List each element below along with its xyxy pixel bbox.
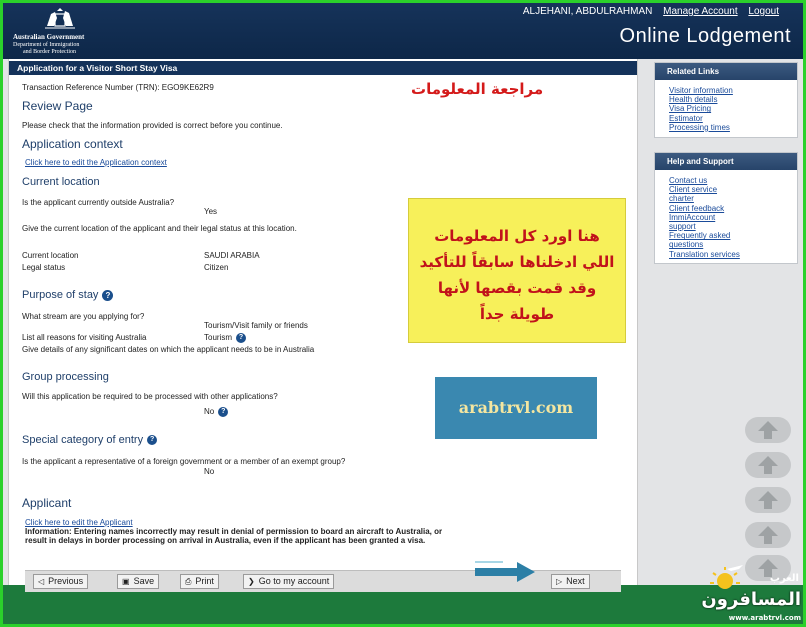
related-links-title: Related Links [655, 63, 797, 80]
related-link-processing-times[interactable]: Processing times [669, 122, 730, 132]
crest-line-1: Australian Government [13, 33, 85, 41]
site-logo [693, 561, 803, 624]
help-link-client-feedback[interactable]: Client feedback [669, 203, 725, 213]
answer-group [204, 407, 228, 417]
edit-application-context-link[interactable]: Click here to edit the Application context [25, 158, 167, 167]
question-stream: What stream are you applying for? [22, 312, 145, 321]
app-title: Online Lodgement [619, 25, 791, 47]
go-to-account-button[interactable] [243, 574, 334, 589]
help-link-translation-services[interactable]: Translation services [669, 249, 740, 259]
help-icon[interactable]: ? [102, 290, 113, 301]
logo-top-text: العرب [769, 573, 799, 584]
site-header [3, 3, 803, 59]
question-outside-australia: Is the applicant currently outside Australia? [22, 198, 175, 207]
note-line-4: طويلة جداً [479, 305, 555, 323]
trn-label: Transaction Reference Number (TRN): EGO9KE62R9 [22, 83, 214, 92]
instructions: Please check that the information provided is correct before you continue. [22, 121, 283, 130]
manage-account-link[interactable]: Manage Account [663, 6, 738, 17]
help-link-charter[interactable]: charter [669, 194, 694, 204]
user-name: ALJEHANI, ABDULRAHMAN [522, 6, 653, 17]
government-crest [13, 8, 123, 56]
scroll-up-icon[interactable] [745, 487, 791, 513]
help-icon[interactable]: ? [236, 333, 246, 343]
save-button[interactable] [117, 574, 159, 589]
scroll-up-icon[interactable] [745, 522, 791, 548]
section-group-processing: Group processing [22, 371, 109, 383]
information-line-1: Information: Entering names incorrectly may result in denial of permission to board an aircraft to Australia, or [25, 527, 443, 536]
section-current-location: Current location [22, 176, 100, 188]
related-links-panel [654, 62, 798, 138]
help-support-title: Help and Support [655, 153, 797, 170]
section-applicant: Applicant [22, 496, 72, 510]
annotation-title: مراجعة المعلومات [411, 80, 544, 98]
related-link-visa-pricing[interactable]: Visa Pricing [669, 104, 712, 114]
answer-special: No [204, 467, 215, 476]
chevron-right-icon: ❯ [248, 577, 255, 586]
question-group: Will this application be required to be processed with other applications? [22, 392, 278, 401]
answer-group-text: No [204, 407, 215, 417]
help-support-panel [654, 152, 798, 264]
printer-icon: ⎙ [185, 577, 192, 586]
section-special-category [22, 434, 157, 446]
note-line-1: هنا اورد كل المعلومات [434, 227, 600, 245]
previous-button[interactable] [33, 574, 88, 589]
arrow-left-icon: ◁ [38, 577, 45, 586]
print-button[interactable] [180, 574, 219, 589]
floppy-disk-icon: ▣ [122, 577, 130, 586]
question-give-location: Give the current location of the applicant and their legal status at this location. [22, 224, 297, 233]
page-title: Review Page [22, 99, 93, 113]
save-label: Save [133, 576, 155, 586]
section-purpose-label: Purpose of stay [22, 289, 99, 301]
help-icon[interactable]: ? [218, 407, 228, 417]
help-link-faq[interactable]: Frequently asked [669, 231, 731, 241]
answer-outside-australia: Yes [204, 207, 218, 216]
arrow-right-icon: ▷ [556, 577, 563, 586]
crest-line-2: Department of Immigration [13, 42, 80, 48]
logo-main-text: المسافرون [701, 589, 801, 610]
question-special: Is the applicant a representative of a foreign government or a member of an exempt group? [22, 457, 346, 466]
scroll-up-icon[interactable] [745, 452, 791, 478]
annotation-arrow-icon [473, 557, 539, 587]
application-title-bar: Application for a Visitor Short Stay Visa [9, 61, 637, 75]
legal-status-value: Citizen [204, 263, 229, 272]
help-link-client-service[interactable]: Client service [669, 185, 718, 195]
print-label: Print [195, 576, 214, 586]
edit-applicant-link[interactable]: Click here to edit the Applicant [25, 518, 133, 527]
section-purpose-of-stay [22, 289, 113, 301]
current-location-label: Current location [22, 251, 79, 260]
answer-stream: Tourism/Visit family or friends [204, 321, 308, 330]
go-to-account-label: Go to my account [258, 576, 330, 586]
logout-link[interactable]: Logout [748, 6, 779, 17]
help-link-immiaccount[interactable]: ImmiAccount [669, 212, 716, 222]
user-bar [523, 6, 779, 17]
browser-frame [3, 3, 803, 624]
crest-line-3: and Border Protection [23, 49, 76, 55]
current-location-value: SAUDI ARABIA [204, 251, 260, 260]
logo-url: www.arabtrvl.com [728, 614, 801, 622]
section-application-context: Application context [22, 137, 123, 151]
help-link-questions[interactable]: questions [669, 240, 704, 250]
scroll-up-icon[interactable] [745, 417, 791, 443]
related-link-health-details[interactable]: Health details [669, 95, 718, 105]
previous-label: Previous [48, 576, 84, 586]
answer-reasons-text: Tourism [204, 333, 233, 343]
next-label: Next [566, 576, 585, 586]
question-dates: Give details of any significant dates on which the applicant needs to be in Australia [22, 345, 315, 354]
legal-status-label: Legal status [22, 263, 66, 272]
sun-plane-icon [705, 561, 745, 591]
annotation-note [408, 198, 626, 343]
coat-of-arms-icon [43, 8, 77, 30]
related-link-visitor-information[interactable]: Visitor information [669, 86, 733, 95]
next-button[interactable] [551, 574, 590, 589]
information-line-2: result in delays in border processing on arrival in Australia, even if the applicant has been granted a visa. [25, 536, 426, 545]
related-link-estimator[interactable]: Estimator [669, 113, 703, 123]
question-reasons: List all reasons for visiting Australia [22, 333, 147, 342]
note-line-2: اللي ادخلناها سابقاً للتأكيد [419, 253, 615, 271]
help-link-support[interactable]: support [669, 222, 696, 232]
section-special-label: Special category of entry [22, 434, 144, 446]
answer-reasons [204, 333, 246, 343]
watermark: arabtrvl.com [435, 377, 597, 439]
help-link-contact-us[interactable]: Contact us [669, 176, 708, 185]
help-icon[interactable]: ? [147, 435, 157, 445]
note-line-3: وقد قمت بقصها لأنها [437, 279, 597, 297]
